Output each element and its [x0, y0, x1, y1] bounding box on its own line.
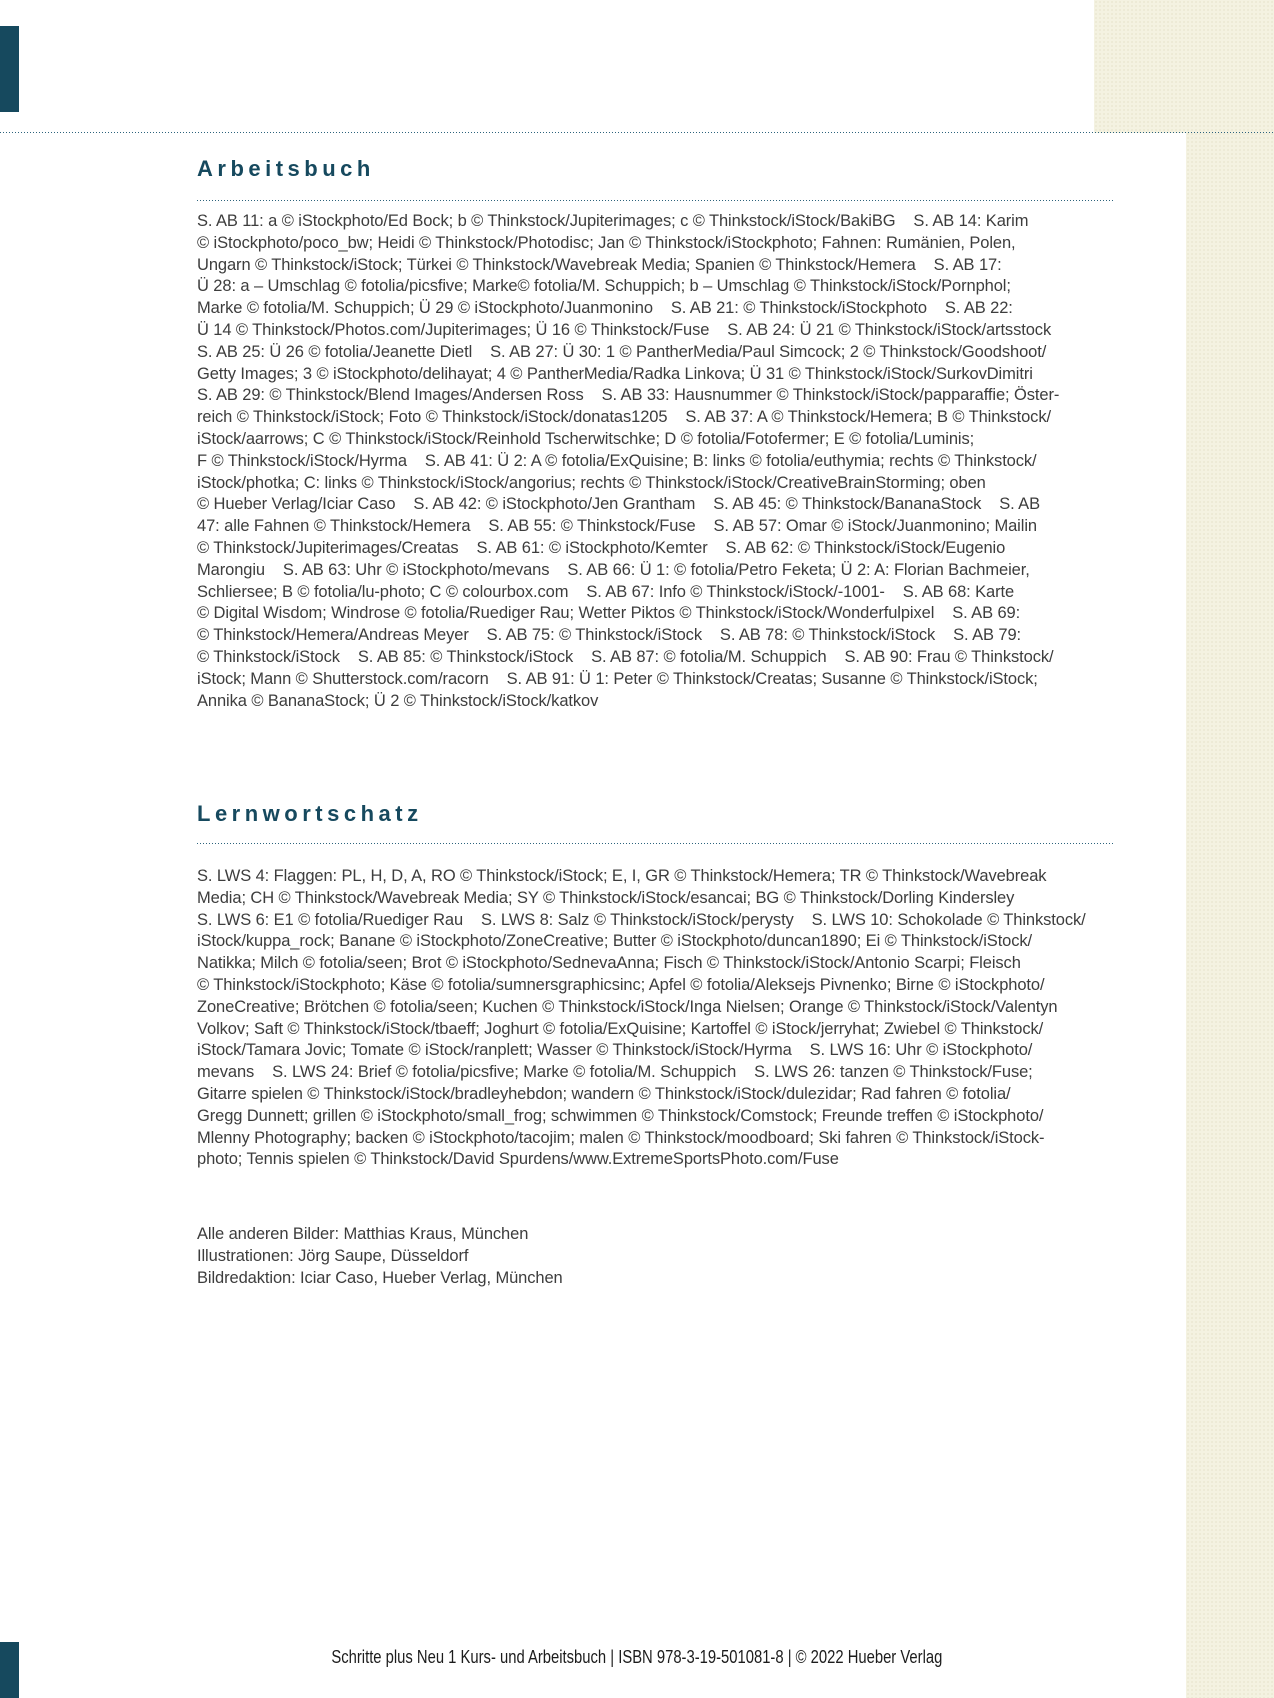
credit-line: ZoneCreative; Brötchen © fotolia/seen; Kuchen © Thinkstock/iStock/Inga Nielsen; Orange © Thinkstock/iStock/Valentyn: [197, 997, 1058, 1016]
page-edge-texture-right: [1186, 0, 1274, 1698]
credit-line: iStock; Mann © Shutterstock.com/racorn S. AB 91: Ü 1: Peter © Thinkstock/Creatas; Susanne © Thinkstock/iStock;: [197, 669, 1038, 688]
credit-line: Ü 14 © Thinkstock/Photos.com/Jupiterimages; Ü 16 © Thinkstock/Fuse S. AB 24: Ü 21 © Thinkstock/iStock/artsstock: [197, 320, 1052, 339]
credit-line: S. AB 11: a © iStockphoto/Ed Bock; b © Thinkstock/Jupiterimages; c © Thinkstock/iStock/BakiBG S. AB 14: Karim: [197, 212, 1029, 230]
credit-line: © Thinkstock/iStockphoto; Käse © fotolia/sumnersgraphicsinc; Apfel © fotolia/Aleksejs Pivnenko; Birne © iStockphoto/: [197, 975, 1045, 994]
footer-imprint: Schritte plus Neu 1 Kurs- und Arbeitsbuch | ISBN 978-3-19-501081-8 | © 2022 Hueber Verlag: [331, 1646, 943, 1667]
credit-line: © Thinkstock/iStock S. AB 85: © Thinkstock/iStock S. AB 87: © fotolia/M. Schuppich S. AB 90: Frau © Thinkstock/: [197, 647, 1054, 666]
credit-line: iStock/photka; C: links © Thinkstock/iStock/angorius; rechts © Thinkstock/iStock/CreativeBrainStorming; oben: [197, 473, 986, 492]
credit-line: iStock/kuppa_rock; Banane © iStockphoto/ZoneCreative; Butter © iStockphoto/duncan1890; Ei © Thinkstock/iStock/: [197, 932, 1033, 951]
credit-line: 47: alle Fahnen © Thinkstock/Hemera S. AB 55: © Thinkstock/Fuse S. AB 57: Omar © iStock/Juanmonino; Mailin: [197, 517, 1037, 536]
credit-line: iStock/aarrows; C © Thinkstock/iStock/Reinhold Tscherwitschke; D © fotolia/Fotofermer; E © fotolia/Luminis;: [197, 429, 975, 448]
credit-line: Ungarn © Thinkstock/iStock; Türkei © Thinkstock/Wavebreak Media; Spanien © Thinkstock/Hemera S. AB 17:: [197, 255, 1002, 274]
credit-line: photo; Tennis spielen © Thinkstock/David Spurdens/www.ExtremeSportsPhoto.com/Fuse: [197, 1150, 839, 1169]
credit-line: S. AB 29: © Thinkstock/Blend Images/Andersen Ross S. AB 33: Hausnummer © Thinkstock/iStock/papparaffie; Öster-: [197, 386, 1060, 405]
credit-line: © Digital Wisdom; Windrose © fotolia/Ruediger Rau; Wetter Piktos © Thinkstock/iStock/Wonderfulpixel S. AB 69:: [197, 604, 1021, 623]
credit-line: Mlenny Photography; backen © iStockphoto/tacojim; malen © Thinkstock/moodboard; Ski fahren © Thinkstock/iStock-: [197, 1128, 1045, 1147]
top-dotted-rule: [0, 132, 1274, 134]
closing-credits: [197, 1224, 1137, 1289]
credit-line: iStock/Tamara Jovic; Tomate © iStock/ranplett; Wasser © Thinkstock/iStock/Hyrma S. LWS 16: Uhr © iStockphoto/: [197, 1041, 1033, 1060]
credit-line: S. LWS 6: E1 © fotolia/Ruediger Rau S. LWS 8: Salz © Thinkstock/iStock/perysty S. LWS 10: Schokolade © Thinkstock/: [197, 910, 1086, 929]
credit-line: F © Thinkstock/iStock/Hyrma S. AB 41: Ü 2: A © fotolia/ExQuisine; B: links © fotolia/euthymia; rechts © Thinkstock/: [197, 451, 1037, 470]
spine-mark-top: [0, 26, 19, 112]
credit-line: Gitarre spielen © Thinkstock/iStock/bradleyhebdon; wandern © Thinkstock/iStock/dulezidar; Rad fahren © fotolia/: [197, 1084, 1011, 1103]
lernwortschatz-rule: [197, 843, 1113, 845]
page-edge-texture-top-right: [1094, 0, 1274, 133]
section-heading-lernwortschatz: Lernwortschatz: [197, 801, 423, 826]
section-heading-arbeitsbuch: Arbeitsbuch: [197, 156, 375, 181]
credit-line: Marongiu S. AB 63: Uhr © iStockphoto/mevans S. AB 66: Ü 1: © fotolia/Petro Feketa; Ü 2: A: Florian Bachmeier,: [197, 560, 1030, 579]
credit-line: Media; CH © Thinkstock/Wavebreak Media; SY © Thinkstock/iStock/esancai; BG © Thinkstock/Dorling Kindersley: [197, 888, 1015, 907]
credit-line: Schliersee; B © fotolia/lu-photo; C © colourbox.com S. AB 67: Info © Thinkstock/iStock/-1001- S. AB 68: Karte: [197, 582, 1015, 601]
credit-line: Annika © BananaStock; Ü 2 © Thinkstock/iStock/katkov: [197, 691, 599, 710]
credit-line: Getty Images; 3 © iStockphoto/delihayat; 4 © PantherMedia/Radka Linkova; Ü 31 © Thinkstock/iStock/SurkovDimitri: [197, 364, 1033, 383]
credit-line: © Thinkstock/Jupiterimages/Creatas S. AB 61: © iStockphoto/Kemter S. AB 62: © Thinkstock/iStock/Eugenio: [197, 538, 1006, 557]
credit-line: Marke © fotolia/M. Schuppich; Ü 29 © iStockphoto/Juanmonino S. AB 21: © Thinkstock/iStockphoto S. AB 22:: [197, 299, 1013, 318]
credit-line: Natikka; Milch © fotolia/seen; Brot © iStockphoto/SednevaAnna; Fisch © Thinkstock/iStock/Antonio Scarpi; Fleisch: [197, 954, 1021, 973]
credit-line: S. LWS 4: Flaggen: PL, H, D, A, RO © Thinkstock/iStock; E, I, GR © Thinkstock/Hemera; TR © Thinkstock/Wavebreak: [197, 867, 1047, 885]
credit-line: © iStockphoto/poco_bw; Heidi © Thinkstock/Photodisc; Jan © Thinkstock/iStockphoto; Fahnen: Rumänien, Polen,: [197, 233, 1016, 252]
credit-line: Alle anderen Bilder: Matthias Kraus, München: [197, 1225, 529, 1243]
credit-line: Bildredaktion: Iciar Caso, Hueber Verlag, München: [197, 1268, 563, 1287]
arbeitsbuch-credits: [197, 211, 1137, 712]
credit-line: Illustrationen: Jörg Saupe, Düsseldorf: [197, 1246, 469, 1265]
lernwortschatz-credits: [197, 866, 1137, 1171]
credit-line: Volkov; Saft © Thinkstock/iStock/tbaeff; Joghurt © fotolia/ExQuisine; Kartoffel © iStock/jerryhat; Zwiebel © Thinkstock/: [197, 1019, 1044, 1038]
credit-line: © Hueber Verlag/Iciar Caso S. AB 42: © iStockphoto/Jen Grantham S. AB 45: © Thinkstock/BananaStock S. AB: [197, 495, 1040, 514]
credit-line: © Thinkstock/Hemera/Andreas Meyer S. AB 75: © Thinkstock/iStock S. AB 78: © Thinkstock/iStock S. AB 79:: [197, 626, 1022, 645]
credit-line: Ü 28: a – Umschlag © fotolia/picsfive; Marke© fotolia/M. Schuppich; b – Umschlag © Thinkstock/iStock/Pornphol;: [197, 277, 1011, 296]
credit-line: Gregg Dunnett; grillen © iStockphoto/small_frog; schwimmen © Thinkstock/Comstock; Freunde treffen © iStockphoto/: [197, 1106, 1044, 1125]
credit-line: mevans S. LWS 24: Brief © fotolia/picsfive; Marke © fotolia/M. Schuppich S. LWS 26: tanzen © Thinkstock/Fuse;: [197, 1063, 1033, 1082]
credit-line: S. AB 25: Ü 26 © fotolia/Jeanette Dietl S. AB 27: Ü 30: 1 © PantherMedia/Paul Simcock; 2 © Thinkstock/Goodshoot/: [197, 342, 1047, 361]
credit-line: reich © Thinkstock/iStock; Foto © Thinkstock/iStock/donatas1205 S. AB 37: A © Thinkstock/Hemera; B © Thinkstock/: [197, 408, 1051, 427]
arbeitsbuch-rule: [197, 200, 1113, 202]
footer: [0, 1646, 1274, 1668]
